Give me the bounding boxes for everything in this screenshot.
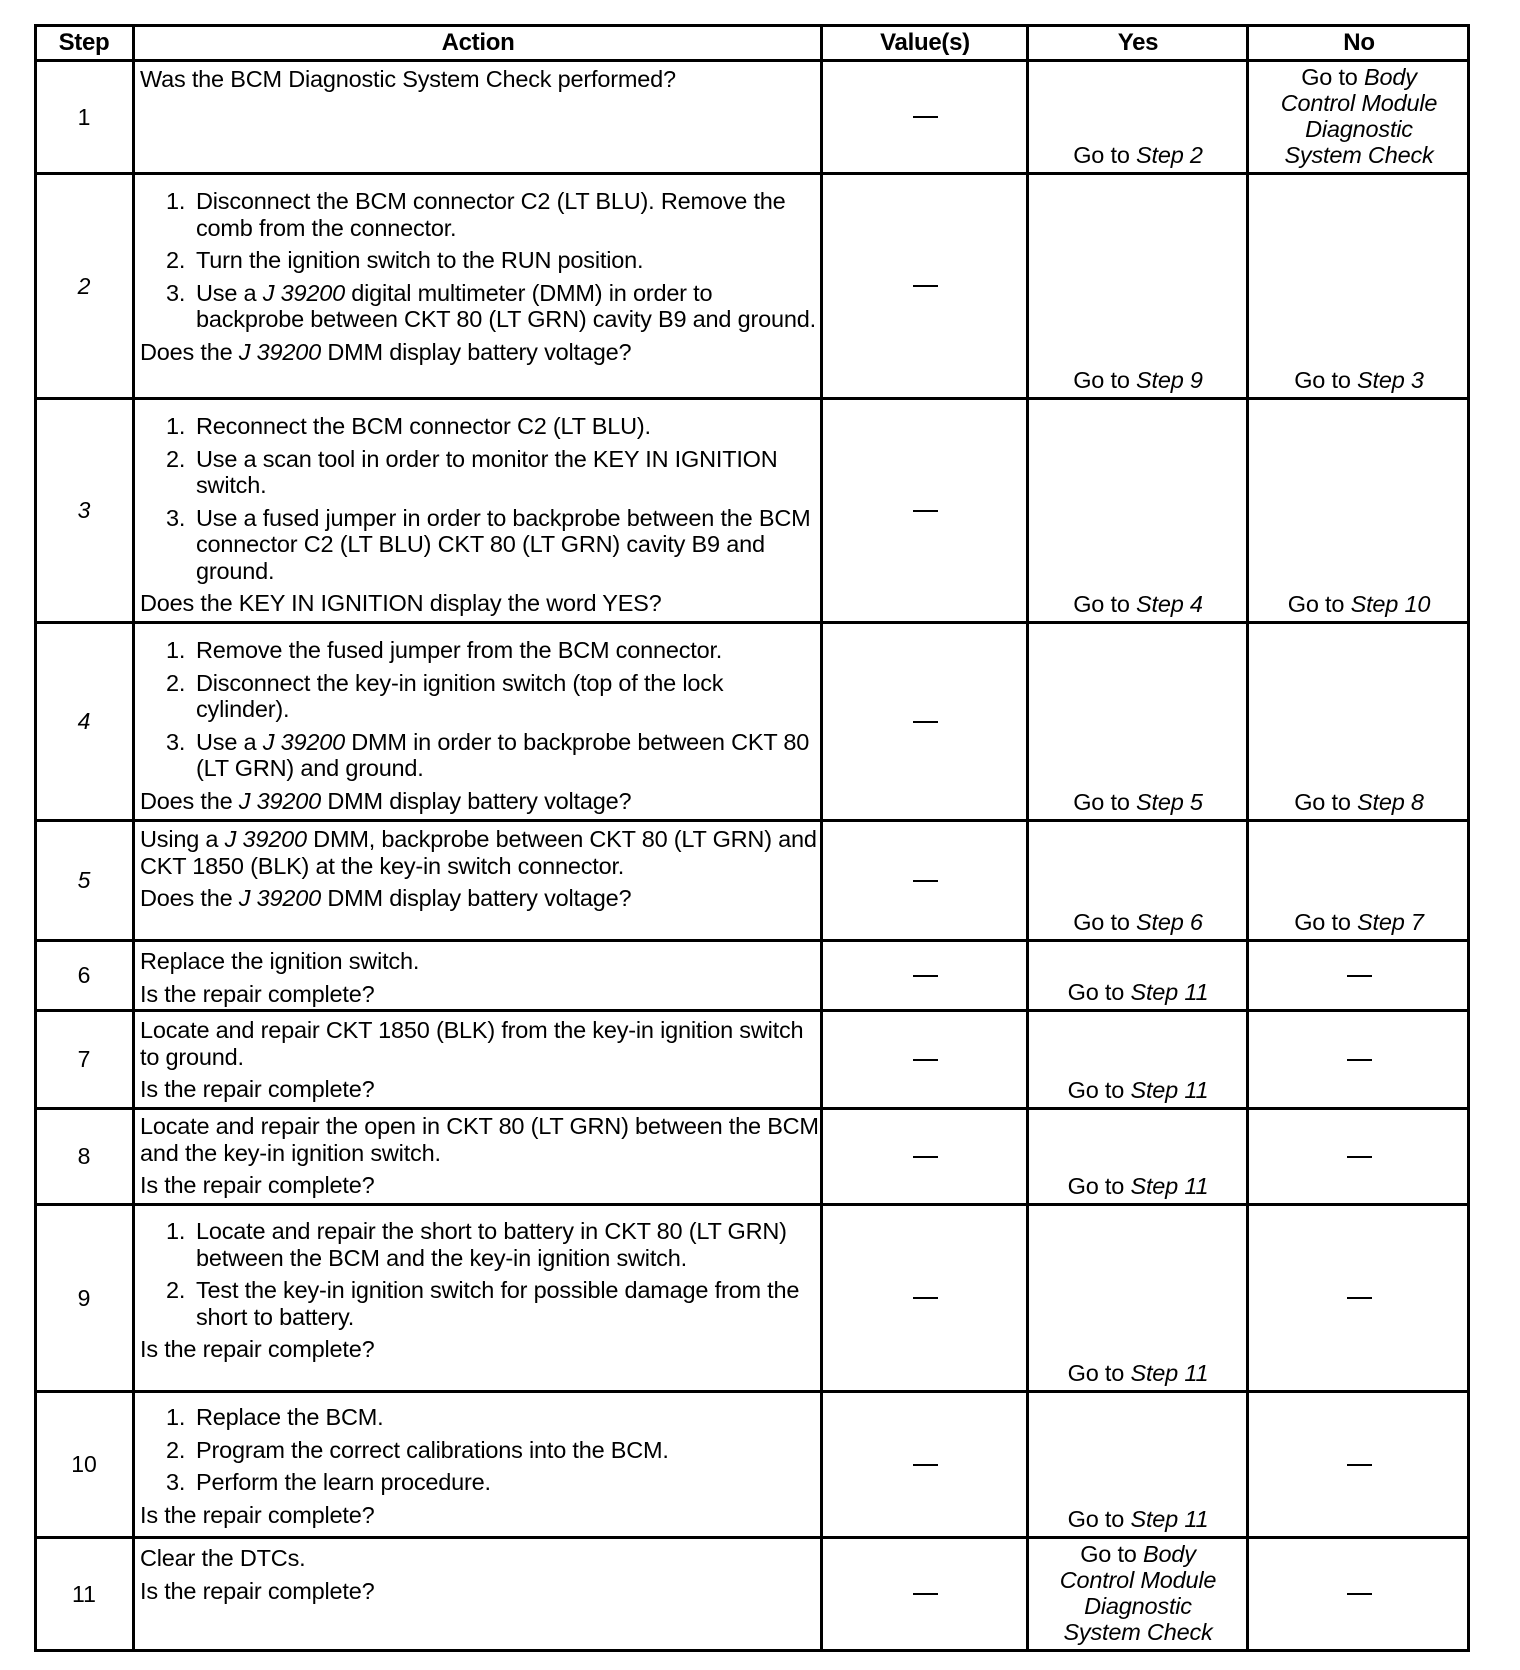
step-link[interactable]: Step 11 [1130,1077,1209,1103]
step-number: 11 [72,1580,96,1607]
dash [1347,1059,1372,1061]
no-cell [1248,1539,1470,1649]
dash [1347,1593,1372,1595]
action-question: Is the repair complete? [140,1172,375,1198]
step-link[interactable]: Step 8 [1357,789,1424,815]
action-step: 2. Disconnect the key-in ignition switch (top of the lock cylinder). [166,669,724,722]
yes-cell[interactable]: Go to Step 5 [1073,789,1203,815]
action-question: Was the BCM Diagnostic System Check performed? [140,66,676,92]
procedure-link[interactable]: Control Module [1280,90,1438,116]
action-step: 3. Use a J 39200 digital multimeter (DMM) in order to backprobe between CKT 80 (LT GRN) cavity B9 and ground. [166,279,816,332]
action-cell [140,188,820,365]
action-cell [140,413,820,617]
action-cell [140,1218,820,1363]
yes-cell[interactable]: Go to Step 4 [1073,591,1203,617]
value-cell [822,62,1028,172]
step-link[interactable]: Step 3 [1357,367,1424,393]
value-cell [822,1206,1028,1390]
step-link[interactable]: Step 7 [1357,909,1424,935]
step-link[interactable]: Step 11 [1130,1360,1209,1386]
action-question: Is the repair complete? [140,1577,375,1604]
value-cell [822,942,1028,1009]
dash [913,1297,938,1299]
no-cell[interactable]: Go to Step 10 [1287,591,1431,617]
step-link[interactable]: Step 5 [1136,789,1203,815]
procedure-link[interactable]: System Check [1284,142,1434,168]
procedure-link[interactable]: Diagnostic [1305,116,1413,142]
step-number: 10 [71,1451,97,1477]
value-cell [822,400,1028,621]
step-link[interactable]: Step 9 [1136,367,1203,393]
action-question: Is the repair complete? [140,1501,375,1528]
dash [1347,1156,1372,1158]
action-cell [140,1404,820,1528]
header-values: Value(s) [880,28,970,56]
dash [913,116,938,118]
value-cell [822,1539,1028,1649]
step-number: 3 [77,497,91,523]
yes-cell[interactable]: Go to Step 11 [1067,1077,1209,1103]
step-number: 4 [77,708,91,734]
value-cell [822,1110,1028,1203]
header-step: Step [58,28,110,56]
yes-cell[interactable]: Go to Step 11 [1067,1506,1209,1532]
action-question: Is the repair complete? [140,980,375,1007]
value-cell [822,1012,1028,1107]
value-cell [822,822,1028,939]
no-cell [1248,942,1470,1009]
step-number: 5 [77,867,91,893]
dash [1347,1297,1372,1299]
header-action: Action [441,28,515,56]
dash [913,1156,938,1158]
step-link[interactable]: Step 10 [1350,591,1431,617]
header-no: No [1343,28,1375,56]
step-number: 1 [77,103,91,130]
dash [913,975,938,977]
action-text: Replace the ignition switch. [140,948,420,974]
action-question: Does the J 39200 DMM display battery voltage? [140,787,632,814]
step-number: 9 [77,1284,91,1311]
action-cell [140,66,820,93]
action-cell [140,1545,820,1604]
action-text: Locate and repair the open in CKT 80 (LT GRN) between the BCM and the key-in ignition switch. [140,1113,819,1166]
action-step: 3. Perform the learn procedure. [166,1469,491,1495]
no-cell [1248,1393,1470,1536]
no-cell [1248,1110,1470,1203]
action-text: Locate and repair CKT 1850 (BLK) from the key-in ignition switch to ground. [140,1017,804,1070]
action-step: 1. Remove the fused jumper from the BCM connector. [166,637,723,663]
step-link[interactable]: Step 6 [1136,909,1203,935]
action-step: 1. Replace the BCM. [166,1404,384,1430]
dash [913,721,938,723]
action-question: Is the repair complete? [140,1336,375,1362]
dash [913,510,938,512]
action-step: 2. Use a scan tool in order to monitor the KEY IN IGNITION switch. [166,445,778,498]
value-cell [822,624,1028,819]
action-cell [140,637,820,814]
action-cell [140,826,820,912]
no-cell [1248,1206,1470,1390]
procedure-link[interactable]: Body [1143,1541,1196,1567]
action-step: 1. Locate and repair the short to battery in CKT 80 (LT GRN) between the BCM and the key-in ignition switch. [166,1218,787,1271]
action-step: 1. Disconnect the BCM connector C2 (LT BLU). Remove the comb from the connector. [166,188,786,241]
action-step: 2. Program the correct calibrations into the BCM. [166,1436,669,1463]
action-question: Does the KEY IN IGNITION display the word YES? [140,590,662,616]
dash [913,1464,938,1466]
procedure-link[interactable]: Control Module [1059,1567,1217,1593]
action-cell [140,1017,820,1103]
no-cell[interactable]: Go to Step 3 [1294,367,1424,393]
step-link[interactable]: Step 2 [1136,142,1203,168]
step-number: 6 [77,962,91,988]
action-cell [140,948,820,1007]
procedure-link[interactable]: System Check [1063,1619,1213,1645]
step-number: 8 [77,1143,91,1169]
step-link[interactable]: Step 4 [1136,591,1203,617]
yes-cell[interactable]: Go to Step 6 [1073,909,1203,935]
action-question: Does the J 39200 DMM display battery voltage? [140,338,632,365]
no-cell[interactable]: Go to Step 8 [1294,789,1424,815]
action-step: 2. Turn the ignition switch to the RUN position. [166,247,644,273]
action-step: 3. Use a J 39200 DMM in order to backprobe between CKT 80 (LT GRN) and ground. [166,728,810,781]
dash [913,285,938,287]
step-link[interactable]: Step 11 [1130,979,1209,1005]
step-link[interactable]: Step 11 [1130,1173,1209,1199]
action-question: Is the repair complete? [140,1076,375,1102]
step-number: 2 [77,272,91,299]
dash [1347,1464,1372,1466]
action-step: 3. Use a fused jumper in order to backprobe between the BCM connector C2 (LT BLU) CKT 80 (LT GRN) cavity B9 and ground. [166,504,811,584]
yes-cell[interactable]: Go to Step 11 [1067,1360,1209,1386]
procedure-link[interactable]: Diagnostic [1084,1593,1192,1619]
no-cell[interactable]: Go to Body Control Module Diagnostic System Check [1280,64,1438,168]
no-cell[interactable]: Go to Step 7 [1294,909,1424,935]
value-cell [822,1393,1028,1536]
dash [913,880,938,882]
action-question: Does the J 39200 DMM display battery voltage? [140,885,632,911]
dash [913,1059,938,1061]
yes-cell[interactable]: Go to Step 9 [1073,367,1203,393]
procedure-link[interactable]: Body [1364,64,1417,90]
yes-cell[interactable]: Go to Step 11 [1067,979,1209,1005]
step-number: 7 [77,1046,91,1072]
step-link[interactable]: Step 11 [1130,1506,1209,1532]
action-cell [140,1113,820,1199]
action-step: 2. Test the key-in ignition switch for possible damage from the short to battery. [166,1277,800,1330]
action-text: Using a J 39200 DMM, backprobe between CKT 80 (LT GRN) and CKT 1850 (BLK) at the key-in switch connector. [140,826,817,879]
yes-cell[interactable]: Go to Step 2 [1073,142,1203,168]
yes-cell[interactable]: Go to Body Control Module Diagnostic System Check [1059,1541,1217,1645]
value-cell [822,175,1028,397]
header-yes: Yes [1117,28,1159,56]
no-cell [1248,1012,1470,1107]
action-step: 1. Reconnect the BCM connector C2 (LT BLU). [166,413,651,439]
yes-cell[interactable]: Go to Step 11 [1067,1173,1209,1199]
dash [913,1593,938,1595]
dash [1347,975,1372,977]
action-text: Clear the DTCs. [140,1545,306,1571]
